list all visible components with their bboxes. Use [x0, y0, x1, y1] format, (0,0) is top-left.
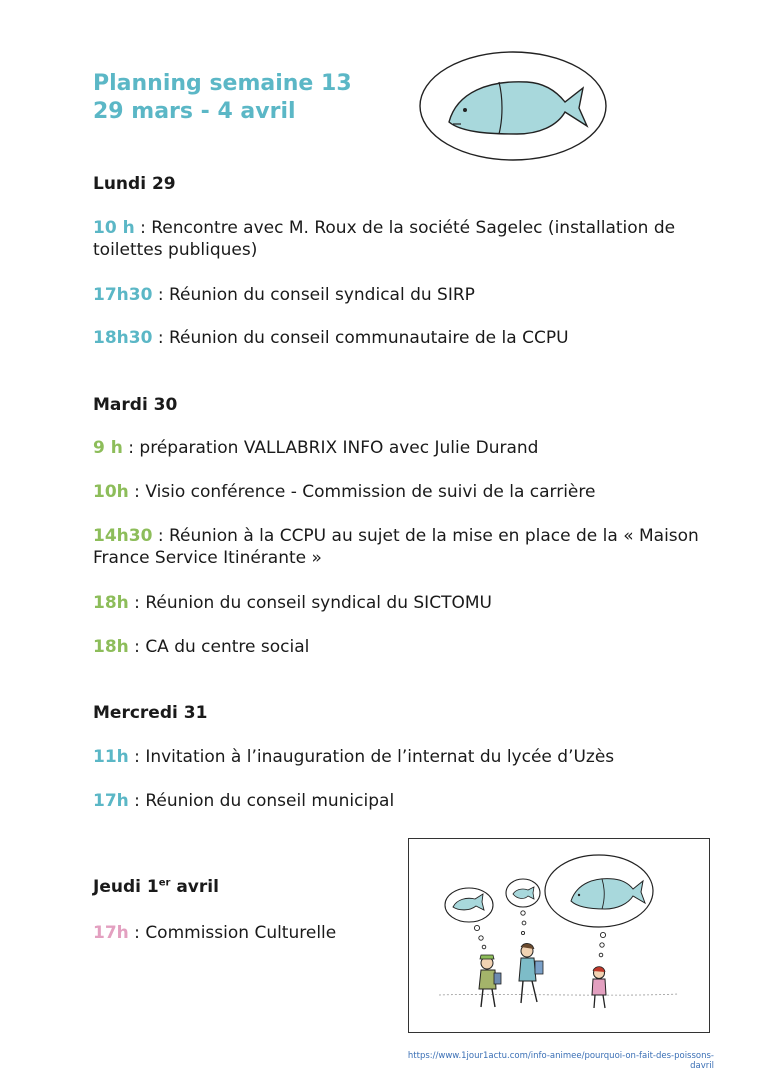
event-separator: :: [128, 923, 146, 943]
event-time: 17h: [93, 791, 129, 811]
event-text: Commission Culturelle: [145, 923, 337, 943]
event-text: Réunion à la CCPU au sujet de la mise en place de la « Maison France Service Itinérante »: [93, 526, 699, 568]
event-separator: :: [128, 637, 146, 657]
day-label-suffix: avril: [170, 877, 219, 897]
fish-thought-bubble-icon: [417, 48, 609, 164]
day-label-prefix: Jeudi 1: [93, 877, 159, 897]
event-text: Réunion du conseil communautaire de la CCPU: [168, 328, 569, 348]
event-time: 10 h: [93, 218, 135, 238]
event-time: 17h: [93, 923, 129, 943]
event-time: 10h: [93, 482, 129, 502]
illustration-drawing: [409, 839, 709, 1032]
event-text: Invitation à l’inauguration de l’internat du lycée d’Uzès: [145, 747, 615, 767]
event-separator: :: [128, 747, 146, 767]
event-text: Rencontre avec M. Roux de la société Sagelec (installation de toilettes publiques): [93, 218, 676, 260]
day-heading-mercredi: Mercredi 31: [93, 703, 208, 723]
event-item: [93, 327, 713, 349]
event-text: Réunion du conseil municipal: [145, 791, 395, 811]
page-title: [93, 70, 352, 126]
event-text: Réunion du conseil syndical du SICTOMU: [145, 593, 492, 613]
event-time: 11h: [93, 747, 129, 767]
event-item: [93, 217, 713, 261]
event-text: CA du centre social: [145, 637, 310, 657]
event-item: [93, 525, 713, 569]
event-time: 9 h: [93, 438, 123, 458]
day-label-sup: er: [158, 877, 171, 889]
event-text: Réunion du conseil syndical du SIRP: [168, 285, 475, 305]
children-dreaming-of-fish-illustration: [408, 838, 710, 1033]
day-heading-jeudi: [93, 877, 219, 897]
event-time: 14h30: [93, 526, 153, 546]
event-separator: :: [128, 593, 146, 613]
event-time: 18h: [93, 593, 129, 613]
event-separator: :: [152, 285, 169, 305]
event-item: [93, 437, 713, 459]
day-heading-mardi: Mardi 30: [93, 395, 178, 415]
event-item: [93, 790, 713, 812]
event-separator: :: [122, 438, 140, 458]
event-text: préparation VALLABRIX INFO avec Julie Durand: [139, 438, 539, 458]
event-item: [93, 746, 713, 768]
source-link[interactable]: https://www.1jour1actu.com/info-animee/pourquoi-on-fait-des-poissons-davril: [407, 1051, 714, 1071]
event-item: [93, 284, 713, 306]
event-separator: :: [152, 526, 169, 546]
event-item: [93, 592, 713, 614]
event-time: 17h30: [93, 285, 153, 305]
title-week: Planning semaine 13: [93, 71, 352, 96]
event-item: [93, 481, 713, 503]
event-separator: :: [128, 482, 146, 502]
event-separator: :: [152, 328, 169, 348]
event-separator: :: [134, 218, 152, 238]
day-heading-lundi: Lundi 29: [93, 174, 176, 194]
event-text: Visio conférence - Commission de suivi de la carrière: [145, 482, 596, 502]
event-separator: :: [128, 791, 146, 811]
title-dates: 29 mars - 4 avril: [93, 99, 296, 124]
event-time: 18h30: [93, 328, 153, 348]
event-item: [93, 636, 713, 658]
event-time: 18h: [93, 637, 129, 657]
